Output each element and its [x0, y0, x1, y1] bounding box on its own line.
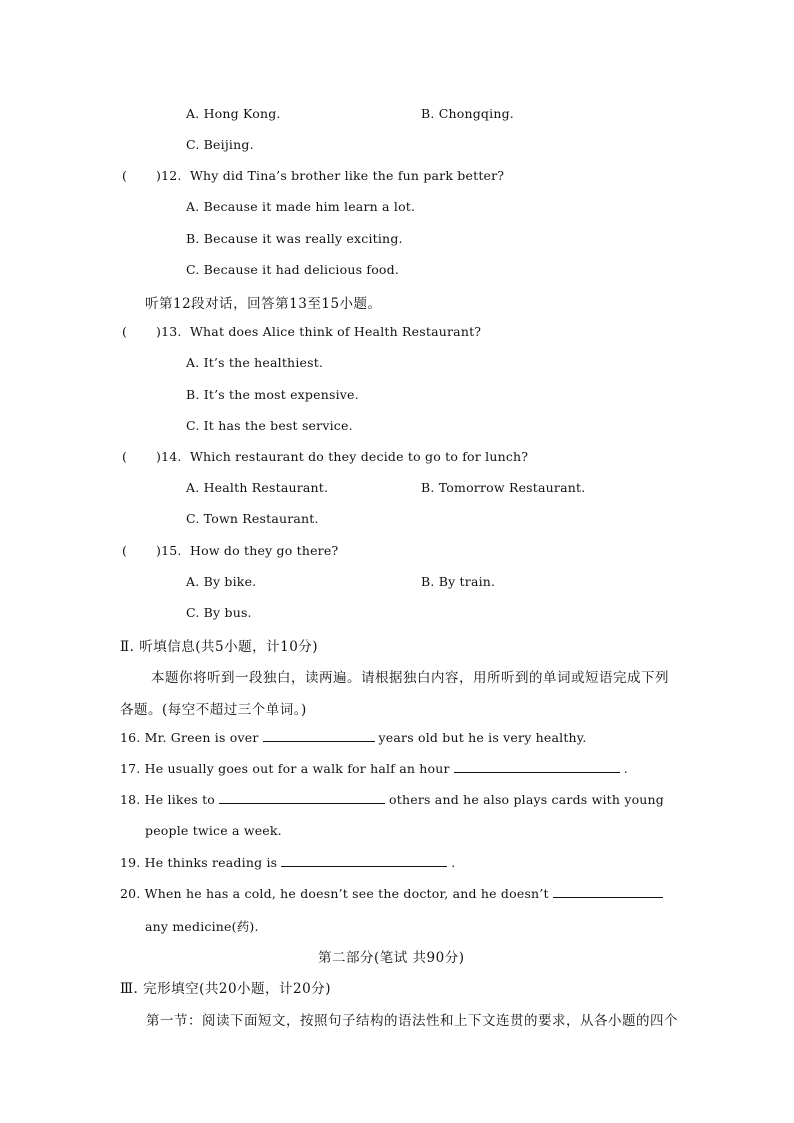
- section3-instruction: 第一节：阅读下面短文，按照句子结构的语法性和上下文连贯的要求，从各小题的四个: [146, 1013, 678, 1029]
- q15-option-a: A. By bike.: [186, 574, 257, 589]
- q15-option-c: C. By bus.: [186, 605, 252, 620]
- section3-title: Ⅲ. 完形填空(共20小题，计20分): [120, 981, 331, 997]
- q13-option-b: B. It’s the most expensive.: [186, 387, 359, 402]
- q17-line: [120, 761, 628, 776]
- q14-number: )14.: [156, 449, 182, 464]
- q18-text-after: others and he also plays cards with young: [389, 792, 665, 807]
- q11-option-a: A. Hong Kong.: [186, 106, 281, 121]
- q19-blank[interactable]: [281, 856, 447, 867]
- dialog12-instruction: 听第12段对话，回答第13至15小题。: [145, 296, 382, 312]
- q19-text-after: .: [451, 855, 456, 870]
- q18-blank[interactable]: [219, 793, 385, 804]
- q15-option-b: B. By train.: [421, 574, 496, 589]
- q13-question: What does Alice think of Health Restaurant?: [190, 324, 482, 339]
- q16-blank[interactable]: [263, 731, 375, 742]
- q12-option-b: B. Because it was really exciting.: [186, 231, 403, 246]
- q16-text-after: years old but he is very healthy.: [378, 730, 587, 745]
- section2-instruction-line2: 各题。(每空不超过三个单词。): [120, 702, 307, 718]
- q14-question: Which restaurant do they decide to go to for lunch?: [190, 449, 529, 464]
- q14-open-paren: (: [122, 449, 128, 464]
- q15-number: )15.: [156, 543, 182, 558]
- q16-line: [120, 730, 587, 745]
- section2-title: Ⅱ. 听填信息(共5小题，计10分): [120, 639, 319, 655]
- q20-continuation: any medicine(药).: [145, 919, 259, 934]
- q12-option-a: A. Because it made him learn a lot.: [186, 199, 416, 214]
- q12-option-c: C. Because it had delicious food.: [186, 262, 400, 277]
- part2-title: 第二部分(笔试 共90分): [318, 950, 465, 966]
- q17-blank[interactable]: [454, 762, 620, 773]
- q15-open-paren: (: [122, 543, 128, 558]
- q17-text-after: .: [623, 761, 628, 776]
- q16-text-before: 16. Mr. Green is over: [120, 730, 259, 745]
- q20-line: [120, 886, 667, 901]
- q18-continuation: people twice a week.: [145, 823, 282, 838]
- q11-option-c: C. Beijing.: [186, 137, 254, 152]
- q20-blank[interactable]: [553, 887, 663, 898]
- q12-open-paren: (: [122, 168, 128, 183]
- q20-text-before: 20. When he has a cold, he doesn’t see the doctor, and he doesn’t: [120, 886, 549, 901]
- section2-instruction-line1: 本题你将听到一段独白，读两遍。请根据独白内容，用所听到的单词或短语完成下列: [151, 670, 669, 686]
- q13-option-a: A. It’s the healthiest.: [186, 355, 324, 370]
- q12-number: )12.: [156, 168, 182, 183]
- q11-option-b: B. Chongqing.: [421, 106, 514, 121]
- q18-line: [120, 792, 664, 807]
- q13-number: )13.: [156, 324, 182, 339]
- q12-question: Why did Tina’s brother like the fun park better?: [190, 168, 505, 183]
- q19-line: [120, 855, 455, 870]
- q18-text-before: 18. He likes to: [120, 792, 216, 807]
- q19-text-before: 19. He thinks reading is: [120, 855, 278, 870]
- q13-open-paren: (: [122, 324, 128, 339]
- q17-text-before: 17. He usually goes out for a walk for half an hour: [120, 761, 450, 776]
- q14-option-c: C. Town Restaurant.: [186, 511, 319, 526]
- q14-option-b: B. Tomorrow Restaurant.: [421, 480, 586, 495]
- q15-question: How do they go there?: [190, 543, 339, 558]
- q14-option-a: A. Health Restaurant.: [186, 480, 329, 495]
- q13-option-c: C. It has the best service.: [186, 418, 353, 433]
